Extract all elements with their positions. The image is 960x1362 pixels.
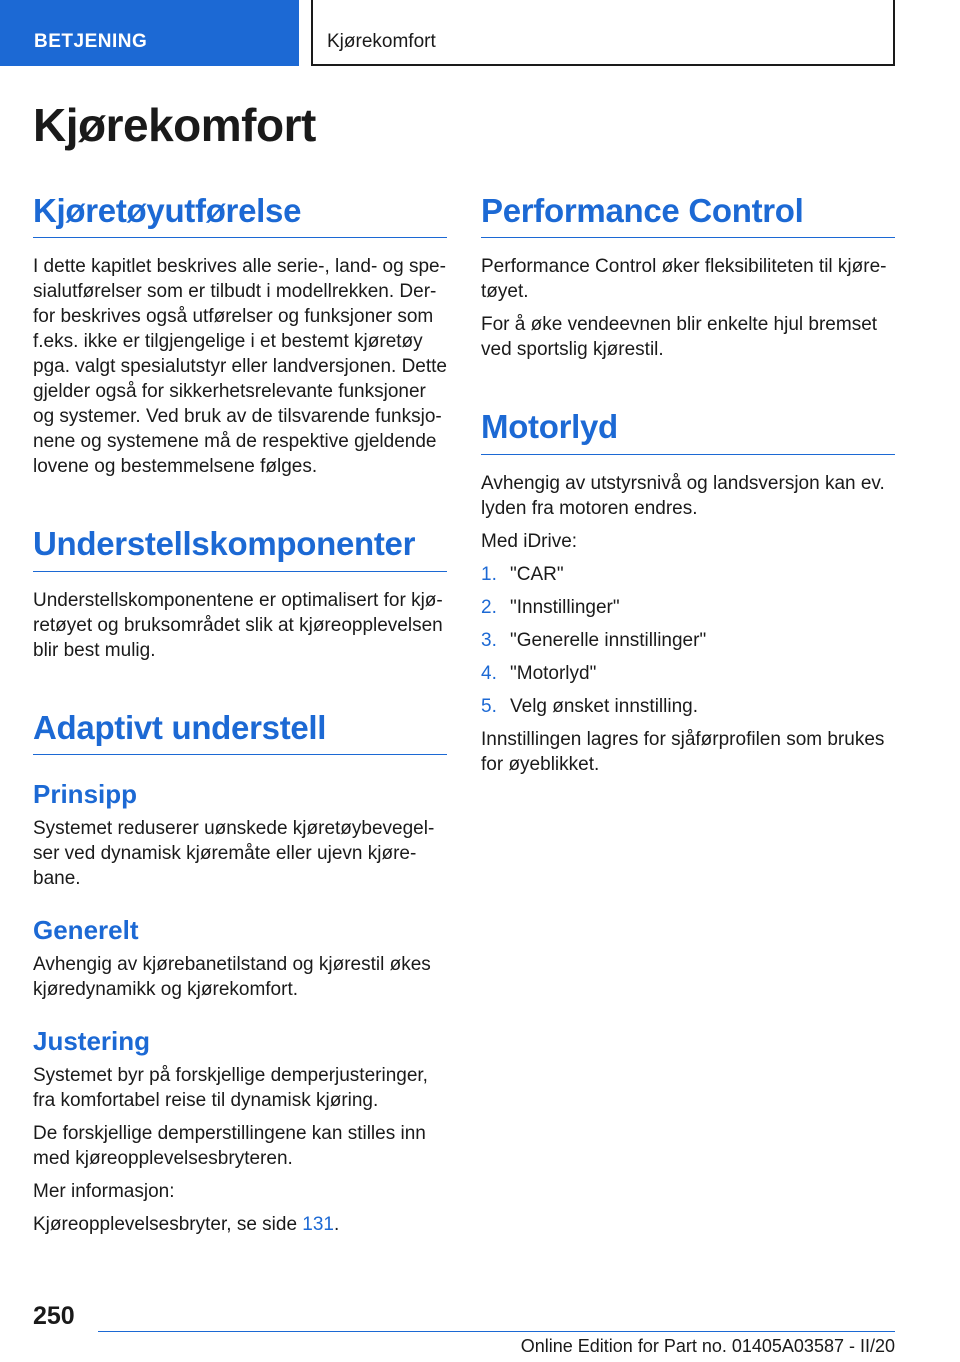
performance-control-body-2: For å øke vendeevnen blir enkelte hjul bremset ved sportslig kjørestil. — [481, 314, 878, 361]
cross-reference-text: Kjøreopplevelsesbryter, se side — [33, 1214, 303, 1236]
adjustment-heading: Justering — [33, 1026, 151, 1057]
performance-control-section — [481, 190, 895, 362]
step-text: "Motorlyd" — [510, 662, 597, 684]
page-link[interactable]: 131 — [302, 1214, 334, 1236]
engine-sound-closing: Innstillingen lagres for sjåførprofilen som brukes for øyeblikket. — [481, 728, 885, 775]
engine-sound-section — [481, 406, 895, 776]
page-number: 250 — [33, 1302, 75, 1330]
step-number: 5. — [481, 695, 497, 717]
step-text: "CAR" — [510, 563, 564, 585]
step-text: "Generelle innstillinger" — [510, 629, 707, 651]
section-header: Kjørekomfort — [311, 0, 895, 66]
chassis-components-heading: Understellskomponenter — [33, 523, 447, 571]
general-heading: Generelt — [33, 914, 139, 945]
edition-footer: Online Edition for Part no. 01405A03587 - II/20 — [520, 1336, 895, 1356]
more-info-label: Mer informasjon: — [33, 1181, 175, 1203]
engine-sound-heading: Motorlyd — [481, 406, 895, 454]
cross-reference — [33, 1212, 447, 1237]
page-title: Kjørekomfort — [33, 99, 316, 151]
chassis-components-body: Understellskomponentene er optimalisert for kjøretøyet og bruksområdet slik at kjøreopplevelsen blir best mulig. — [33, 589, 443, 661]
idrive-label: Med iDrive: — [481, 530, 578, 552]
performance-control-heading: Performance Control — [481, 190, 895, 238]
adaptive-chassis-heading: Adaptivt understell — [33, 707, 447, 755]
vehicle-equipment-body: I dette kapitlet beskrives alle serie-, land- og spesialutførelser som er tilbudt i modellrekken. Derfor beskrives også utførelser og funksjoner som f.eks. ikke er tilgjengelige i et bestemt kjøretøy pga. valgt spesialutstyr eller landversjonen. Dette gjelder også for sikkerhetsrelevante funksjoner og systemer. Ved bruk av de tilsvarende funksjonene og systemene må de respektive gjeldende lovene og bestemmelsene følges. — [33, 256, 448, 478]
step-number: 4. — [481, 662, 497, 684]
list-item — [481, 694, 895, 719]
step-text: Velg ønsket innstilling. — [510, 695, 698, 717]
cross-reference-end: . — [334, 1214, 340, 1236]
list-item — [481, 595, 895, 620]
adaptive-chassis-section — [33, 707, 447, 1238]
list-item — [481, 562, 895, 587]
principle-body: Systemet reduserer uønskede kjøretøybevegelser ved dynamisk kjøremåte eller ujevn kjørebane. — [33, 817, 435, 889]
vehicle-equipment-heading: Kjøretøyutførelse — [33, 190, 447, 238]
adjustment-body-2: De forskjellige demperstillingene kan stilles inn med kjøreopplevelsesbryteren. — [33, 1123, 426, 1170]
general-body: Avhengig av kjørebanetilstand og kjørestil økes kjøredynamikk og kjørekomfort. — [33, 954, 431, 1001]
adjustment-body-1: Systemet byr på forskjellige demperjusteringer, fra komfortabel reise til dynamisk kjøring. — [33, 1065, 428, 1112]
performance-control-body-1: Performance Control øker fleksibiliteten til kjøretøyet. — [481, 256, 887, 303]
chapter-tab: BETJENING — [0, 0, 299, 66]
steps-list — [481, 562, 895, 719]
step-number: 2. — [481, 596, 497, 618]
list-item — [481, 661, 895, 686]
list-item — [481, 628, 895, 653]
principle-heading: Prinsipp — [33, 778, 138, 809]
step-text: "Innstillinger" — [510, 596, 620, 618]
step-number: 3. — [481, 629, 497, 651]
step-number: 1. — [481, 563, 497, 585]
engine-sound-body: Avhengig av utstyrsnivå og landsversjon kan ev. lyden fra motoren endres. — [481, 472, 885, 519]
left-column — [33, 190, 447, 1237]
vehicle-equipment-section — [33, 190, 447, 479]
footer-divider — [98, 1331, 895, 1332]
right-column — [481, 190, 895, 777]
chassis-components-section — [33, 523, 447, 662]
